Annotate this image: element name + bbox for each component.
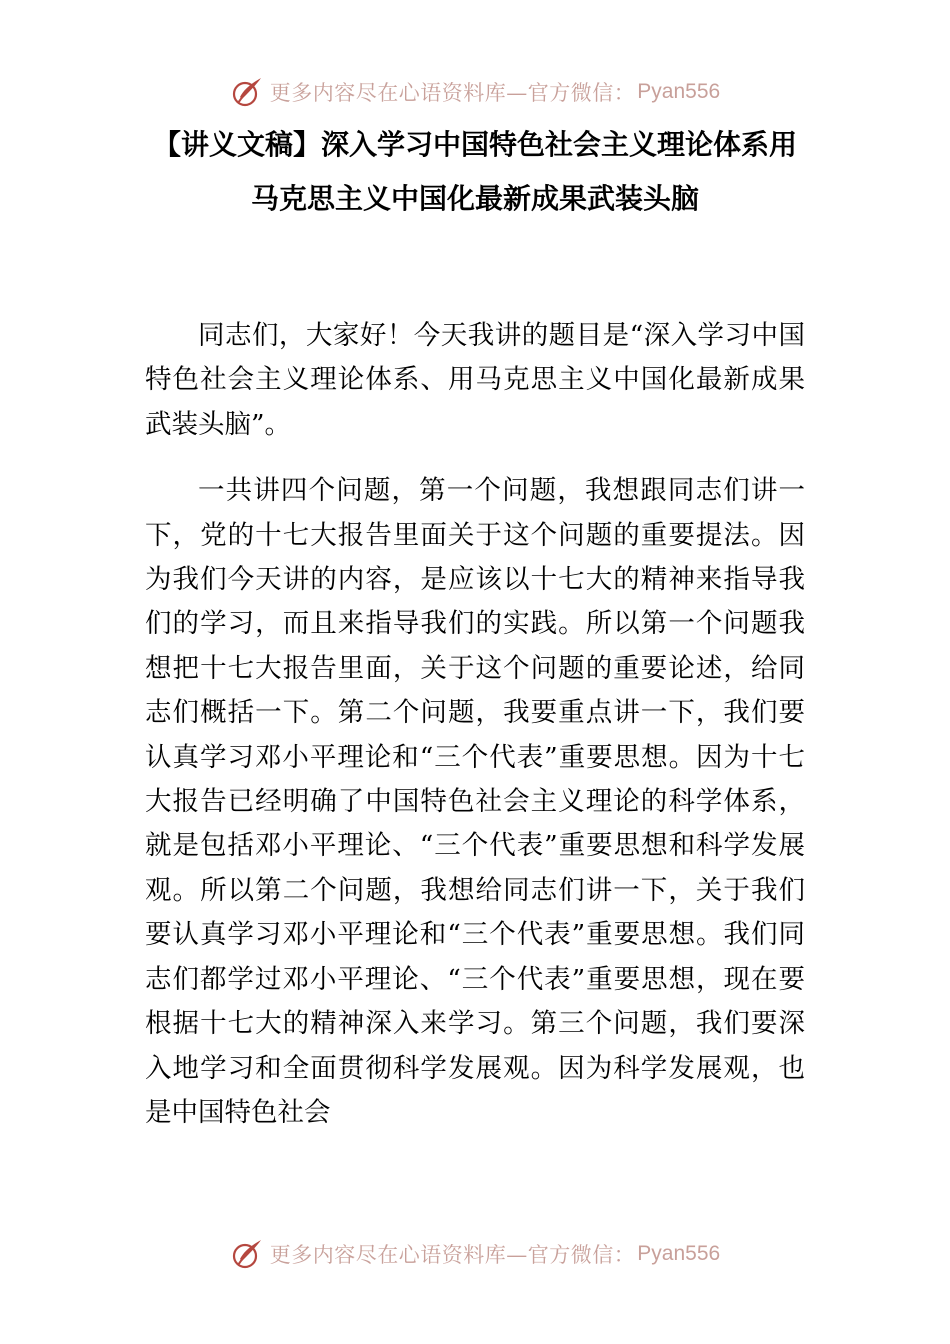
title-line-2: 马克思主义中国化最新成果武装头脑 xyxy=(250,182,699,215)
document-body xyxy=(145,314,805,1135)
paragraph-1: 同志们，大家好！今天我讲的题目是“深入学习中国特色社会主义理论体系、用马克思主义中国化最新成果武装头脑”。 xyxy=(145,320,805,440)
document-title xyxy=(145,118,805,226)
quill-logo-icon xyxy=(230,75,264,109)
watermark-handle: Pyan556 xyxy=(637,80,721,103)
watermark-handle: Pyan556 xyxy=(637,1242,721,1265)
header-watermark xyxy=(0,72,950,112)
paragraph-2: 一共讲四个问题，第一个问题，我想跟同志们讲一下，党的十七大报告里面关于这个问题的重要提法。因为我们今天讲的内容，是应该以十七大的精神来指导我们的学习，而且来指导我们的实践。所以第一个问题我想把十七大报告里面，关于这个问题的重要论述，给同志们概括一下。第二个问题，我要重点讲一下，我们要认真学习邓小平理论和“三个代表”重要思想。因为十七大报告已经明确了中国特色社会主义理论的科学体系，就是包括邓小平理论、“三个代表”重要思想和科学发展观。所以第二个问题，我想给同志们讲一下，关于我们要认真学习邓小平理论和“三个代表”重要思想。我们同志们都学过邓小平理论、“三个代表”重要思想，现在要根据十七大的精神深入来学习。第三个问题，我们要深入地学习和全面贯彻科学发展观。因为科学发展观，也是中国特色社会 xyxy=(145,475,805,1128)
quill-logo-icon xyxy=(230,1237,264,1271)
watermark-text: 更多内容尽在心语资料库—官方微信： xyxy=(269,81,636,105)
footer-watermark xyxy=(0,1234,950,1274)
title-line-1: 【讲义文稿】深入学习中国特色社会主义理论体系用 xyxy=(152,128,797,161)
watermark-text: 更多内容尽在心语资料库—官方微信： xyxy=(269,1243,636,1267)
